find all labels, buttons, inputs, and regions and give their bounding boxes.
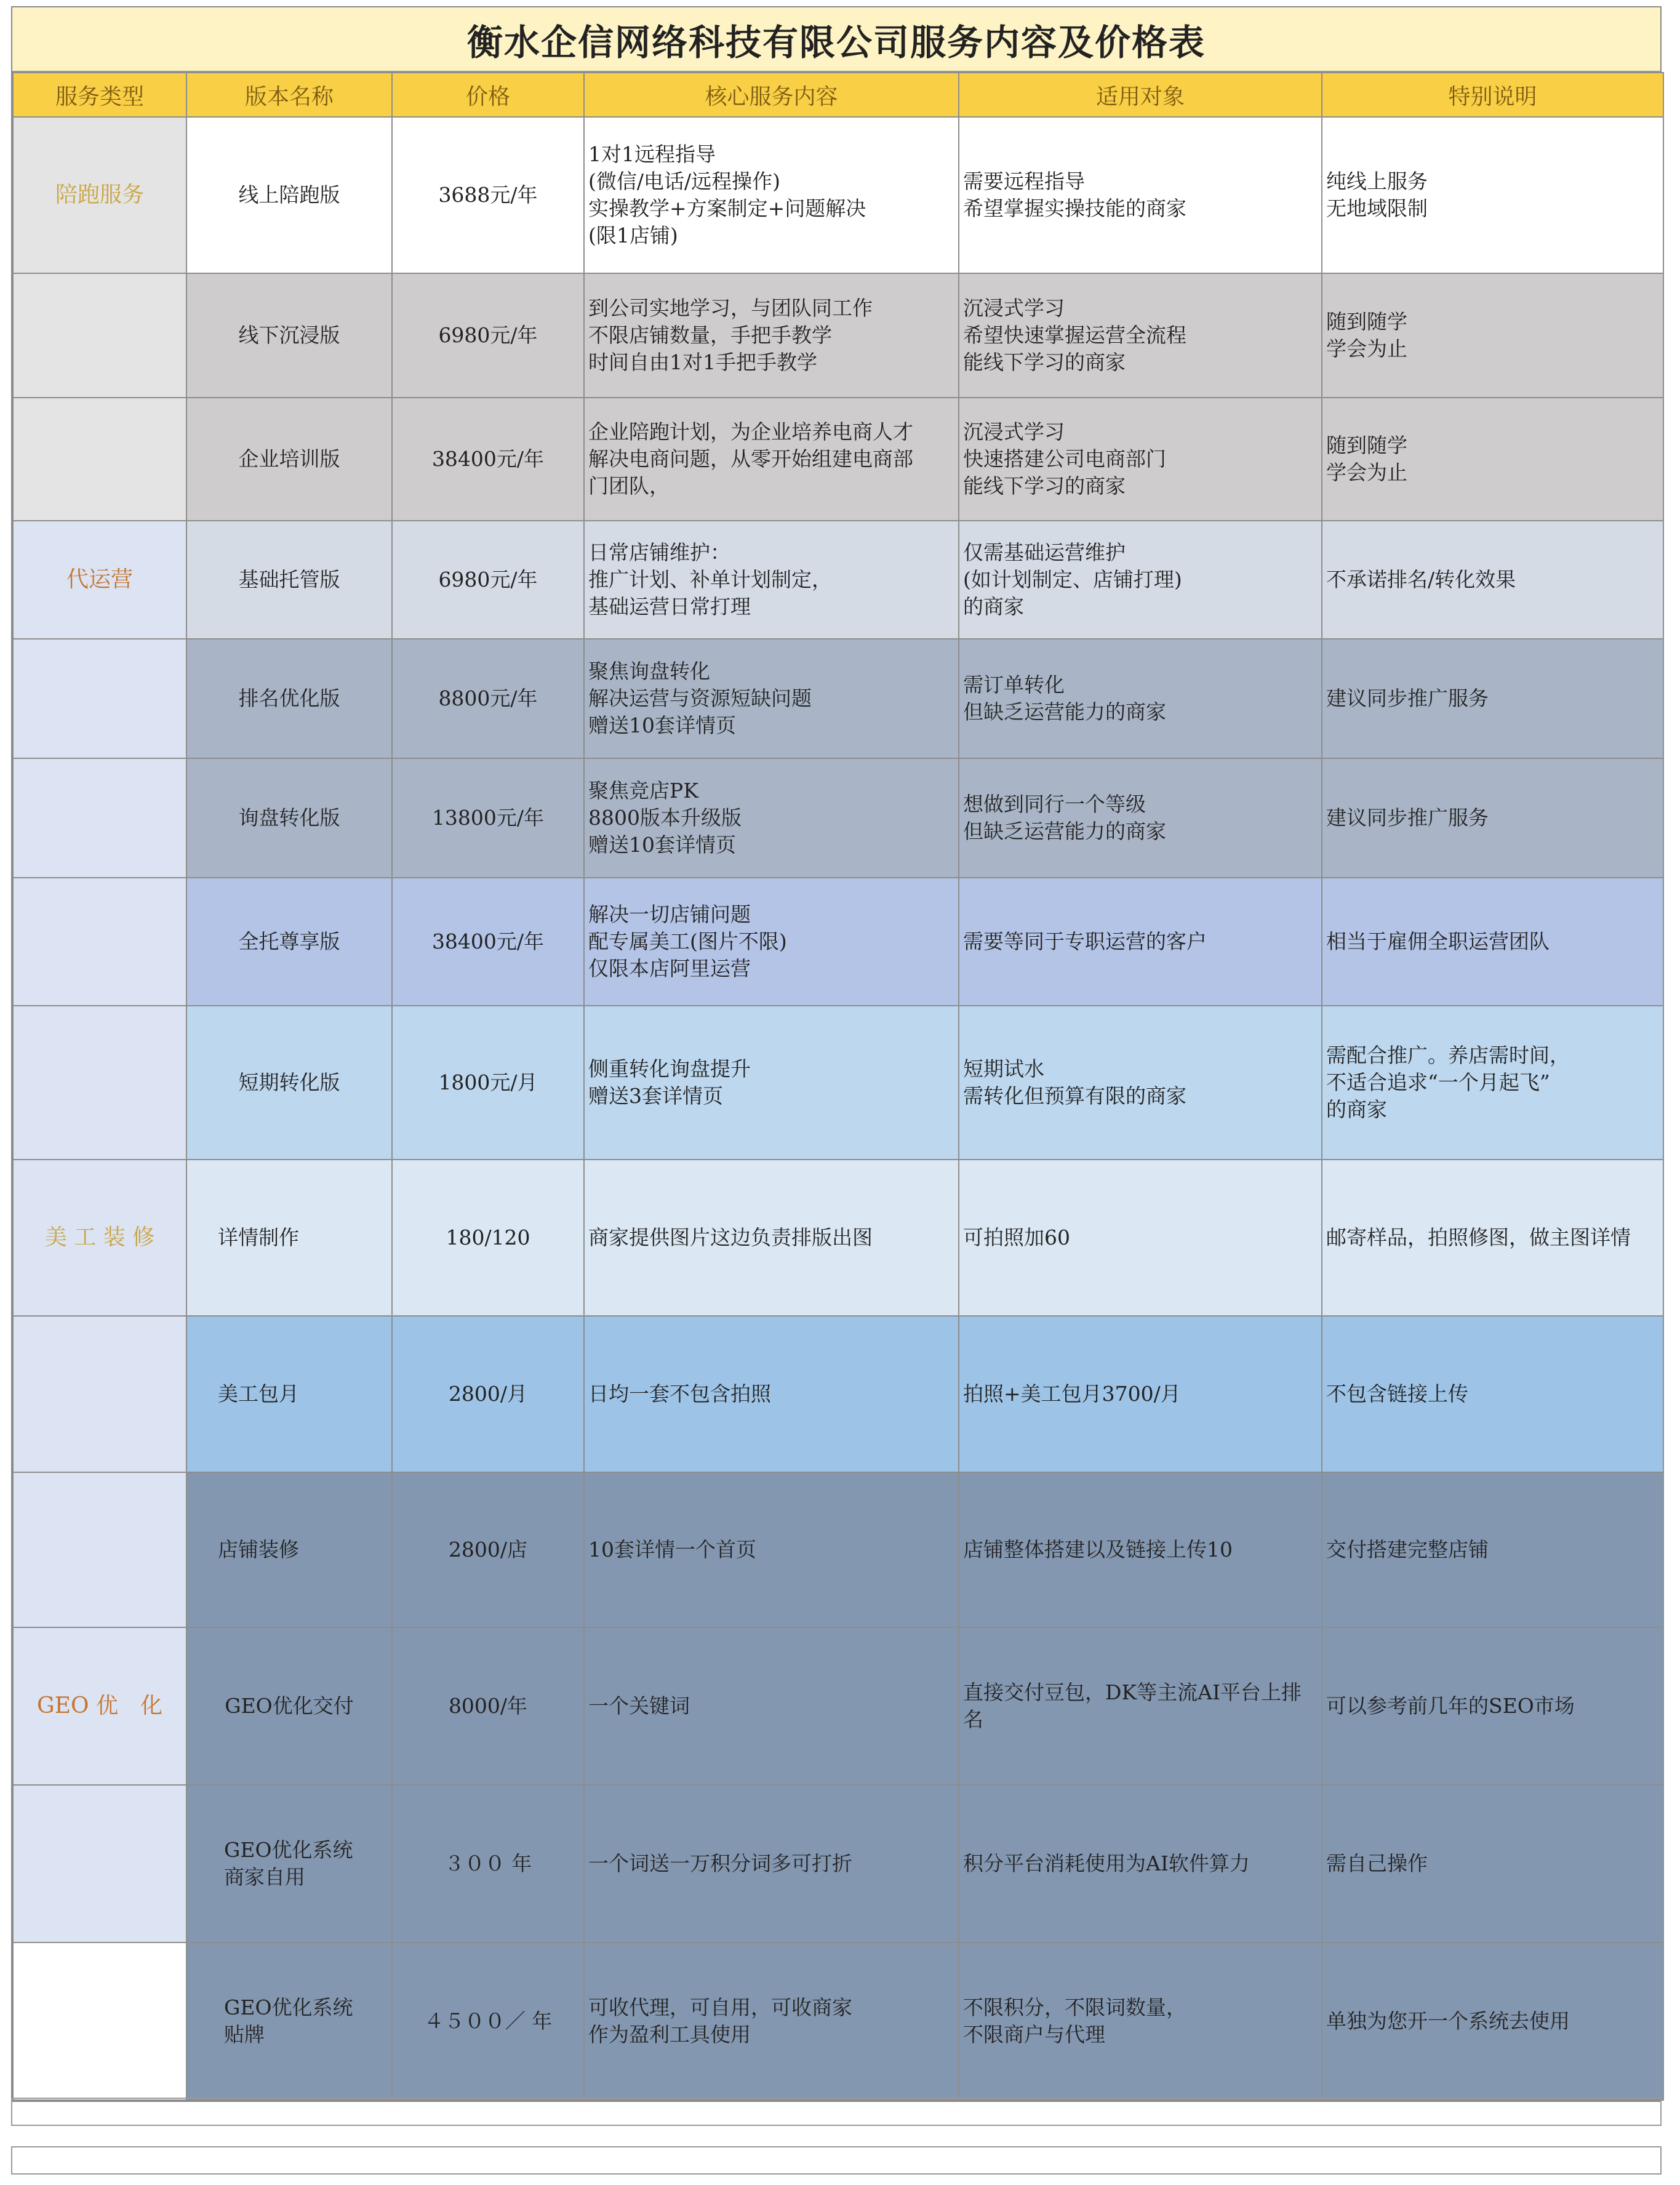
core-content-cell-line: (微信/电话/远程操作) — [588, 169, 780, 193]
target-customer-cell-line: 希望快速掌握运营全流程 — [963, 323, 1186, 347]
header-service-type: 服务类型 — [13, 73, 186, 117]
target-customer-cell-line: 但缺乏运营能力的商家 — [963, 700, 1166, 724]
price-table-sheet — [11, 6, 1662, 2102]
service-category-cell — [13, 878, 186, 1006]
target-customer-cell-line: 店铺整体搭建以及链接上传10 — [963, 1538, 1233, 1562]
target-customer-cell — [959, 639, 1322, 758]
target-customer-cell — [959, 1785, 1322, 1942]
service-category-cell — [13, 1006, 186, 1160]
target-customer-cell-line: 积分平台消耗使用为AI软件算力 — [963, 1851, 1250, 1875]
core-content-cell-line: 1对1远程指导 — [588, 142, 716, 166]
version-name-cell — [186, 878, 392, 1006]
price-table — [12, 72, 1664, 2101]
special-note-cell-line: 建议同步推广服务 — [1326, 686, 1489, 710]
special-note-cell-line: 随到随学 — [1326, 433, 1407, 457]
service-category-cell: 陪跑服务 — [13, 117, 186, 273]
table-row — [13, 1160, 1663, 1316]
price-cell: ３００ 年 — [392, 1785, 584, 1942]
target-customer-cell — [959, 1006, 1322, 1160]
version-name-cell-line: GEO优化系统 — [224, 1995, 353, 2019]
special-note-cell-line: 的商家 — [1326, 1097, 1387, 1121]
core-content-cell-line: 企业陪跑计划，为企业培养电商人才 — [588, 420, 913, 444]
target-customer-cell — [959, 1942, 1322, 2100]
special-note-cell — [1322, 1316, 1663, 1472]
special-note-cell — [1322, 639, 1663, 758]
core-content-cell-line: 8800版本升级版 — [588, 806, 742, 830]
target-customer-cell-line: 需转化但预算有限的商家 — [963, 1084, 1186, 1108]
version-name-cell-line: 线上陪跑版 — [238, 183, 340, 207]
core-content-cell — [584, 639, 959, 758]
core-content-cell — [584, 1942, 959, 2100]
special-note-cell-line: 纯线上服务 — [1326, 169, 1428, 193]
core-content-cell-line: 实操教学+方案制定+问题解决 — [588, 196, 866, 220]
special-note-cell-line: 交付搭建完整店铺 — [1326, 1538, 1489, 1562]
special-note-cell-line: 随到随学 — [1326, 310, 1407, 334]
service-category-cell — [13, 758, 186, 878]
target-customer-cell — [959, 273, 1322, 398]
version-name-cell — [186, 639, 392, 758]
target-customer-cell-line: 名 — [963, 1707, 983, 1731]
version-name-cell — [186, 521, 392, 639]
service-category-cell: 代运营 — [13, 521, 186, 639]
target-customer-cell — [959, 521, 1322, 639]
core-content-cell-line: 解决电商问题，从零开始组建电商部 — [588, 447, 913, 471]
table-row — [13, 398, 1663, 521]
price-cell: 180/120 — [392, 1160, 584, 1316]
price-cell: 6980元/年 — [392, 273, 584, 398]
special-note-cell-line: 邮寄样品，拍照修图，做主图详情 — [1326, 1225, 1631, 1249]
service-category-cell: GEO 优 化 — [13, 1627, 186, 1785]
empty-row-bar — [11, 2146, 1662, 2175]
version-name-cell-line: 详情制作 — [218, 1225, 299, 1249]
special-note-cell-line: 不承诺排名/转化效果 — [1326, 567, 1516, 591]
core-content-cell — [584, 521, 959, 639]
price-cell: 2800/店 — [392, 1472, 584, 1627]
core-content-cell — [584, 1472, 959, 1627]
version-name-cell — [186, 1785, 392, 1942]
table-row — [13, 878, 1663, 1006]
table-row — [13, 1627, 1663, 1785]
core-content-cell-line: 仅限本店阿里运营 — [588, 956, 751, 980]
service-category-cell — [13, 1472, 186, 1627]
target-customer-cell — [959, 878, 1322, 1006]
core-content-cell — [584, 758, 959, 878]
target-customer-cell — [959, 117, 1322, 273]
service-category-cell — [13, 1942, 186, 2100]
core-content-cell — [584, 398, 959, 521]
table-row — [13, 639, 1663, 758]
version-name-cell-line: 全托尊享版 — [238, 929, 340, 953]
service-category-cell — [13, 1785, 186, 1942]
price-cell: 2800/月 — [392, 1316, 584, 1472]
special-note-cell-line: 无地域限制 — [1326, 196, 1428, 220]
empty-row-bar — [11, 2098, 1662, 2126]
version-name-cell — [186, 273, 392, 398]
table-row — [13, 273, 1663, 398]
special-note-cell — [1322, 273, 1663, 398]
header-core-content: 核心服务内容 — [584, 73, 959, 117]
target-customer-cell — [959, 1627, 1322, 1785]
target-customer-cell — [959, 1160, 1322, 1316]
target-customer-cell — [959, 1472, 1322, 1627]
price-cell: 8000/年 — [392, 1627, 584, 1785]
special-note-cell-line: 相当于雇佣全职运营团队 — [1326, 929, 1550, 953]
version-name-cell — [186, 1160, 392, 1316]
target-customer-cell-line: 直接交付豆包，DK等主流AI平台上排 — [963, 1680, 1302, 1704]
version-name-cell — [186, 1942, 392, 2100]
target-customer-cell-line: 能线下学习的商家 — [963, 474, 1126, 498]
core-content-cell-line: 赠送10套详情页 — [588, 833, 736, 857]
target-customer-cell-line: 想做到同行一个等级 — [963, 792, 1146, 816]
header-target: 适用对象 — [959, 73, 1322, 117]
core-content-cell — [584, 878, 959, 1006]
core-content-cell-line: 10套详情一个首页 — [588, 1538, 756, 1562]
core-content-cell-line: 解决运营与资源短缺问题 — [588, 686, 812, 710]
special-note-cell — [1322, 878, 1663, 1006]
core-content-cell-line: 时间自由1对1手把手教学 — [588, 350, 817, 374]
core-content-cell-line: 赠送10套详情页 — [588, 713, 736, 737]
version-name-cell-line: 询盘转化版 — [238, 806, 340, 830]
core-content-cell — [584, 1160, 959, 1316]
core-content-cell — [584, 117, 959, 273]
version-name-cell — [186, 1316, 392, 1472]
core-content-cell-line: 聚焦竞店PK — [588, 779, 698, 803]
target-customer-cell-line: 不限积分，不限词数量， — [963, 1995, 1186, 2019]
service-category-cell — [13, 273, 186, 398]
version-name-cell-line: 排名优化版 — [238, 686, 340, 710]
special-note-cell-line: 学会为止 — [1326, 337, 1407, 361]
core-content-cell — [584, 1006, 959, 1160]
core-content-cell-line: 不限店铺数量，手把手教学 — [588, 323, 832, 347]
target-customer-cell-line: 需要等同于专职运营的客户 — [963, 929, 1207, 953]
core-content-cell-line: 作为盈利工具使用 — [588, 2023, 751, 2047]
core-content-cell-line: 基础运营日常打理 — [588, 595, 751, 619]
table-row — [13, 1472, 1663, 1627]
special-note-cell — [1322, 1785, 1663, 1942]
target-customer-cell-line: (如计划制定、店铺打理) — [963, 567, 1182, 591]
version-name-cell-line: 短期转化版 — [238, 1070, 340, 1094]
price-cell: 6980元/年 — [392, 521, 584, 639]
version-name-cell — [186, 117, 392, 273]
header-row — [13, 73, 1663, 117]
price-cell: 3688元/年 — [392, 117, 584, 273]
special-note-cell — [1322, 1006, 1663, 1160]
table-row — [13, 1942, 1663, 2100]
target-customer-cell-line: 需要远程指导 — [963, 169, 1085, 193]
service-category-cell — [13, 1316, 186, 1472]
target-customer-cell-line: 短期试水 — [963, 1057, 1044, 1081]
core-content-cell-line: 日常店铺维护： — [588, 540, 730, 564]
version-name-cell — [186, 758, 392, 878]
core-content-cell-line: 配专属美工(图片不限) — [588, 929, 787, 953]
core-content-cell-line: 一个关键词 — [588, 1694, 690, 1718]
price-cell: 38400元/年 — [392, 398, 584, 521]
special-note-cell — [1322, 1472, 1663, 1627]
header-price: 价格 — [392, 73, 584, 117]
core-content-cell-line: 赠送3套详情页 — [588, 1084, 723, 1108]
target-customer-cell — [959, 398, 1322, 521]
version-name-cell-line: GEO优化系统 — [224, 1838, 353, 1862]
target-customer-cell-line: 的商家 — [963, 595, 1024, 619]
table-row — [13, 1316, 1663, 1472]
target-customer-cell-line: 仅需基础运营维护 — [963, 540, 1126, 564]
special-note-cell — [1322, 117, 1663, 273]
version-name-cell-line: 企业培训版 — [238, 447, 340, 471]
version-name-cell-line: 商家自用 — [224, 1865, 305, 1889]
core-content-cell-line: (限1店铺) — [588, 223, 678, 247]
table-body — [13, 117, 1663, 2100]
core-content-cell-line: 可收代理，可自用，可收商家 — [588, 1995, 852, 2019]
core-content-cell-line: 侧重转化询盘提升 — [588, 1057, 751, 1081]
target-customer-cell-line: 能线下学习的商家 — [963, 350, 1126, 374]
table-title: 衡水企信网络科技有限公司服务内容及价格表 — [12, 7, 1660, 72]
header-version-name: 版本名称 — [186, 73, 392, 117]
price-cell: 8800元/年 — [392, 639, 584, 758]
version-name-cell-line: 店铺装修 — [218, 1538, 299, 1562]
version-name-cell-line: 美工包月 — [218, 1382, 299, 1406]
target-customer-cell-line: 希望掌握实操技能的商家 — [963, 196, 1186, 220]
version-name-cell — [186, 1472, 392, 1627]
version-name-cell-line: 基础托管版 — [238, 567, 340, 591]
table-row — [13, 521, 1663, 639]
service-category-cell: 美 工 装 修 — [13, 1160, 186, 1316]
version-name-cell — [186, 1006, 392, 1160]
special-note-cell-line: 学会为止 — [1326, 460, 1407, 484]
target-customer-cell-line: 拍照+美工包月3700/月 — [963, 1382, 1181, 1406]
core-content-cell-line: 商家提供图片这边负责排版出图 — [588, 1225, 873, 1249]
special-note-cell-line: 不包含链接上传 — [1326, 1382, 1468, 1406]
special-note-cell — [1322, 521, 1663, 639]
version-name-cell — [186, 398, 392, 521]
special-note-cell-line: 可以参考前几年的SEO市场 — [1326, 1694, 1575, 1718]
price-cell: 38400元/年 — [392, 878, 584, 1006]
header-note: 特别说明 — [1322, 73, 1663, 117]
target-customer-cell-line: 快速搭建公司电商部门 — [963, 447, 1166, 471]
target-customer-cell-line: 沉浸式学习 — [963, 296, 1065, 320]
special-note-cell-line: 需自己操作 — [1326, 1851, 1428, 1875]
table-row — [13, 758, 1663, 878]
price-cell: ４５００／ 年 — [392, 1942, 584, 2100]
core-content-cell-line: 聚焦询盘转化 — [588, 659, 710, 683]
special-note-cell-line: 不适合追求“一个月起飞” — [1326, 1070, 1550, 1094]
target-customer-cell — [959, 758, 1322, 878]
special-note-cell-line: 建议同步推广服务 — [1326, 806, 1489, 830]
core-content-cell — [584, 273, 959, 398]
target-customer-cell-line: 不限商户与代理 — [963, 2023, 1105, 2047]
core-content-cell — [584, 1316, 959, 1472]
target-customer-cell-line: 沉浸式学习 — [963, 420, 1065, 444]
table-row — [13, 117, 1663, 273]
core-content-cell — [584, 1785, 959, 1942]
target-customer-cell-line: 但缺乏运营能力的商家 — [963, 819, 1166, 843]
special-note-cell — [1322, 758, 1663, 878]
target-customer-cell-line: 需订单转化 — [963, 673, 1065, 697]
target-customer-cell-line: 可拍照加60 — [963, 1225, 1070, 1249]
special-note-cell-line: 单独为您开一个系统去使用 — [1326, 2009, 1570, 2033]
core-content-cell-line: 门团队， — [588, 474, 670, 498]
version-name-cell — [186, 1627, 392, 1785]
core-content-cell — [584, 1627, 959, 1785]
special-note-cell — [1322, 1160, 1663, 1316]
core-content-cell-line: 推广计划、补单计划制定， — [588, 567, 832, 591]
special-note-cell — [1322, 398, 1663, 521]
service-category-cell — [13, 398, 186, 521]
special-note-cell-line: 需配合推广。养店需时间， — [1326, 1043, 1570, 1067]
version-name-cell-line: 贴牌 — [224, 2023, 265, 2047]
core-content-cell-line: 到公司实地学习，与团队同工作 — [588, 296, 873, 320]
table-row — [13, 1006, 1663, 1160]
core-content-cell-line: 日均一套不包含拍照 — [588, 1382, 771, 1406]
version-name-cell-line: GEO优化交付 — [225, 1694, 354, 1718]
special-note-cell — [1322, 1942, 1663, 2100]
service-category-cell — [13, 639, 186, 758]
special-note-cell — [1322, 1627, 1663, 1785]
price-cell: 13800元/年 — [392, 758, 584, 878]
core-content-cell-line: 一个词送一万积分词多可打折 — [588, 1851, 852, 1875]
version-name-cell-line: 线下沉浸版 — [238, 323, 340, 347]
table-row — [13, 1785, 1663, 1942]
target-customer-cell — [959, 1316, 1322, 1472]
price-cell: 1800元/月 — [392, 1006, 584, 1160]
core-content-cell-line: 解决一切店铺问题 — [588, 902, 751, 926]
